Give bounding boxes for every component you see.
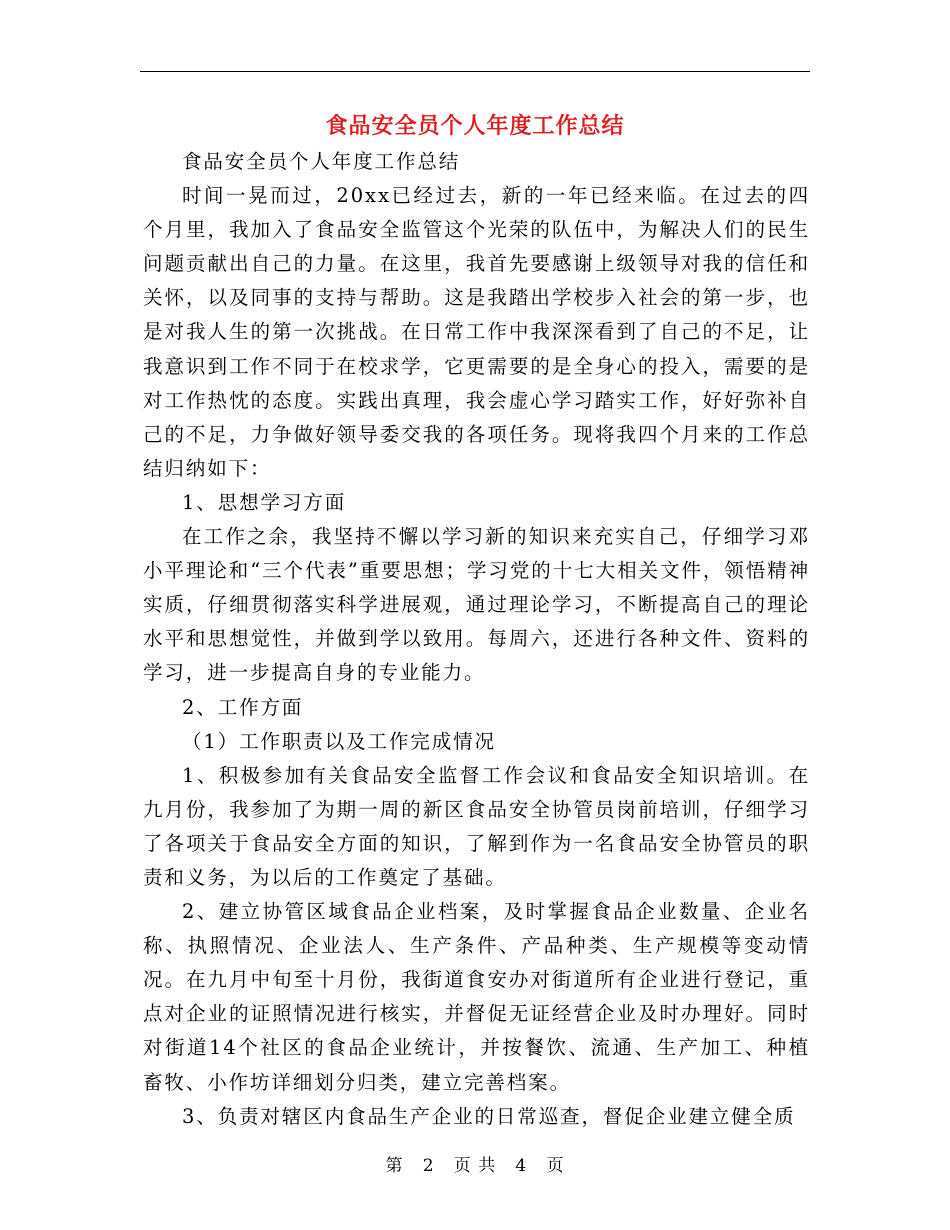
footer-mid: 页 共 xyxy=(453,1156,497,1176)
paragraph-subtitle: 食品安全员个人年度工作总结 xyxy=(182,150,461,173)
section-heading-work: 2、工作方面 xyxy=(182,695,304,719)
footer-suffix: 页 xyxy=(546,1156,565,1176)
document-body xyxy=(143,145,810,1134)
paragraph-item-2: 2、建立协管区域食品企业档案，及时掌握食品企业数量、企业名称、执照情况、企业法人、生产条件、产品种类、生产规模等变动情况。在九月中旬至十月份，我街道食安办对街道所有企业进行登记，重点对企业的证照情况进行核实，并督促无证经营企业及时办理好。同时对街道14个社区的食品企业统计，并按餐饮、流通、生产加工、种植畜牧、小作坊详细划分归类，建立完善档案。 xyxy=(143,900,810,1094)
footer-prefix: 第 xyxy=(385,1156,404,1176)
section-heading-study: 1、思想学习方面 xyxy=(182,490,347,514)
paragraph-item-1: 1、积极参加有关食品安全监督工作会议和食品安全知识培训。在九月份，我参加了为期一周的新区食品安全协管员岗前培训，仔细学习了各项关于食品安全方面的知识，了解到作为一名食品安全协管员的职责和义务，为以后的工作奠定了基础。 xyxy=(143,763,810,889)
page-footer xyxy=(0,1154,950,1178)
paragraph-study: 在工作之余，我坚持不懈以学习新的知识来充实自己，仔细学习邓小平理论和“三个代表”重要思想；学习党的十七大相关文件，领悟精神实质，仔细贯彻落实科学进展观，通过理论学习，不断提高自己的理论水平和思想觉性，并做到学以致用。每周六，还进行各种文件、资料的学习，进一步提高自身的专业能力。 xyxy=(143,525,810,685)
paragraph-intro: 时间一晃而过，20xx已经过去，新的一年已经来临。在过去的四个月里，我加入了食品安全监管这个光荣的队伍中，为解决人们的民生问题贡献出自己的力量。在这里，我首先要感谢上级领导对我的信任和关怀，以及同事的支持与帮助。这是我踏出学校步入社会的第一步，也是对我人生的第一次挑战。在日常工作中我深深看到了自己的不足，让我意识到工作不同于在校求学，它更需要的是全身心的投入，需要的是对工作热忱的态度。实践出真理，我会虚心学习踏实工作，好好弥补自己的不足，力争做好领导委交我的各项任务。现将我四个月来的工作总结归纳如下： xyxy=(143,184,810,480)
document-title: 食品安全员个人年度工作总结 xyxy=(325,113,625,139)
footer-total-pages: 4 xyxy=(515,1156,528,1176)
header-rule xyxy=(140,71,810,72)
subsection-heading-duties: （1）工作职责以及工作完成情况 xyxy=(182,729,496,753)
paragraph-item-3: 3、负责对辖区内食品生产企业的日常巡查，督促企业建立健全质 xyxy=(182,1104,796,1128)
footer-current-page: 2 xyxy=(422,1156,435,1176)
